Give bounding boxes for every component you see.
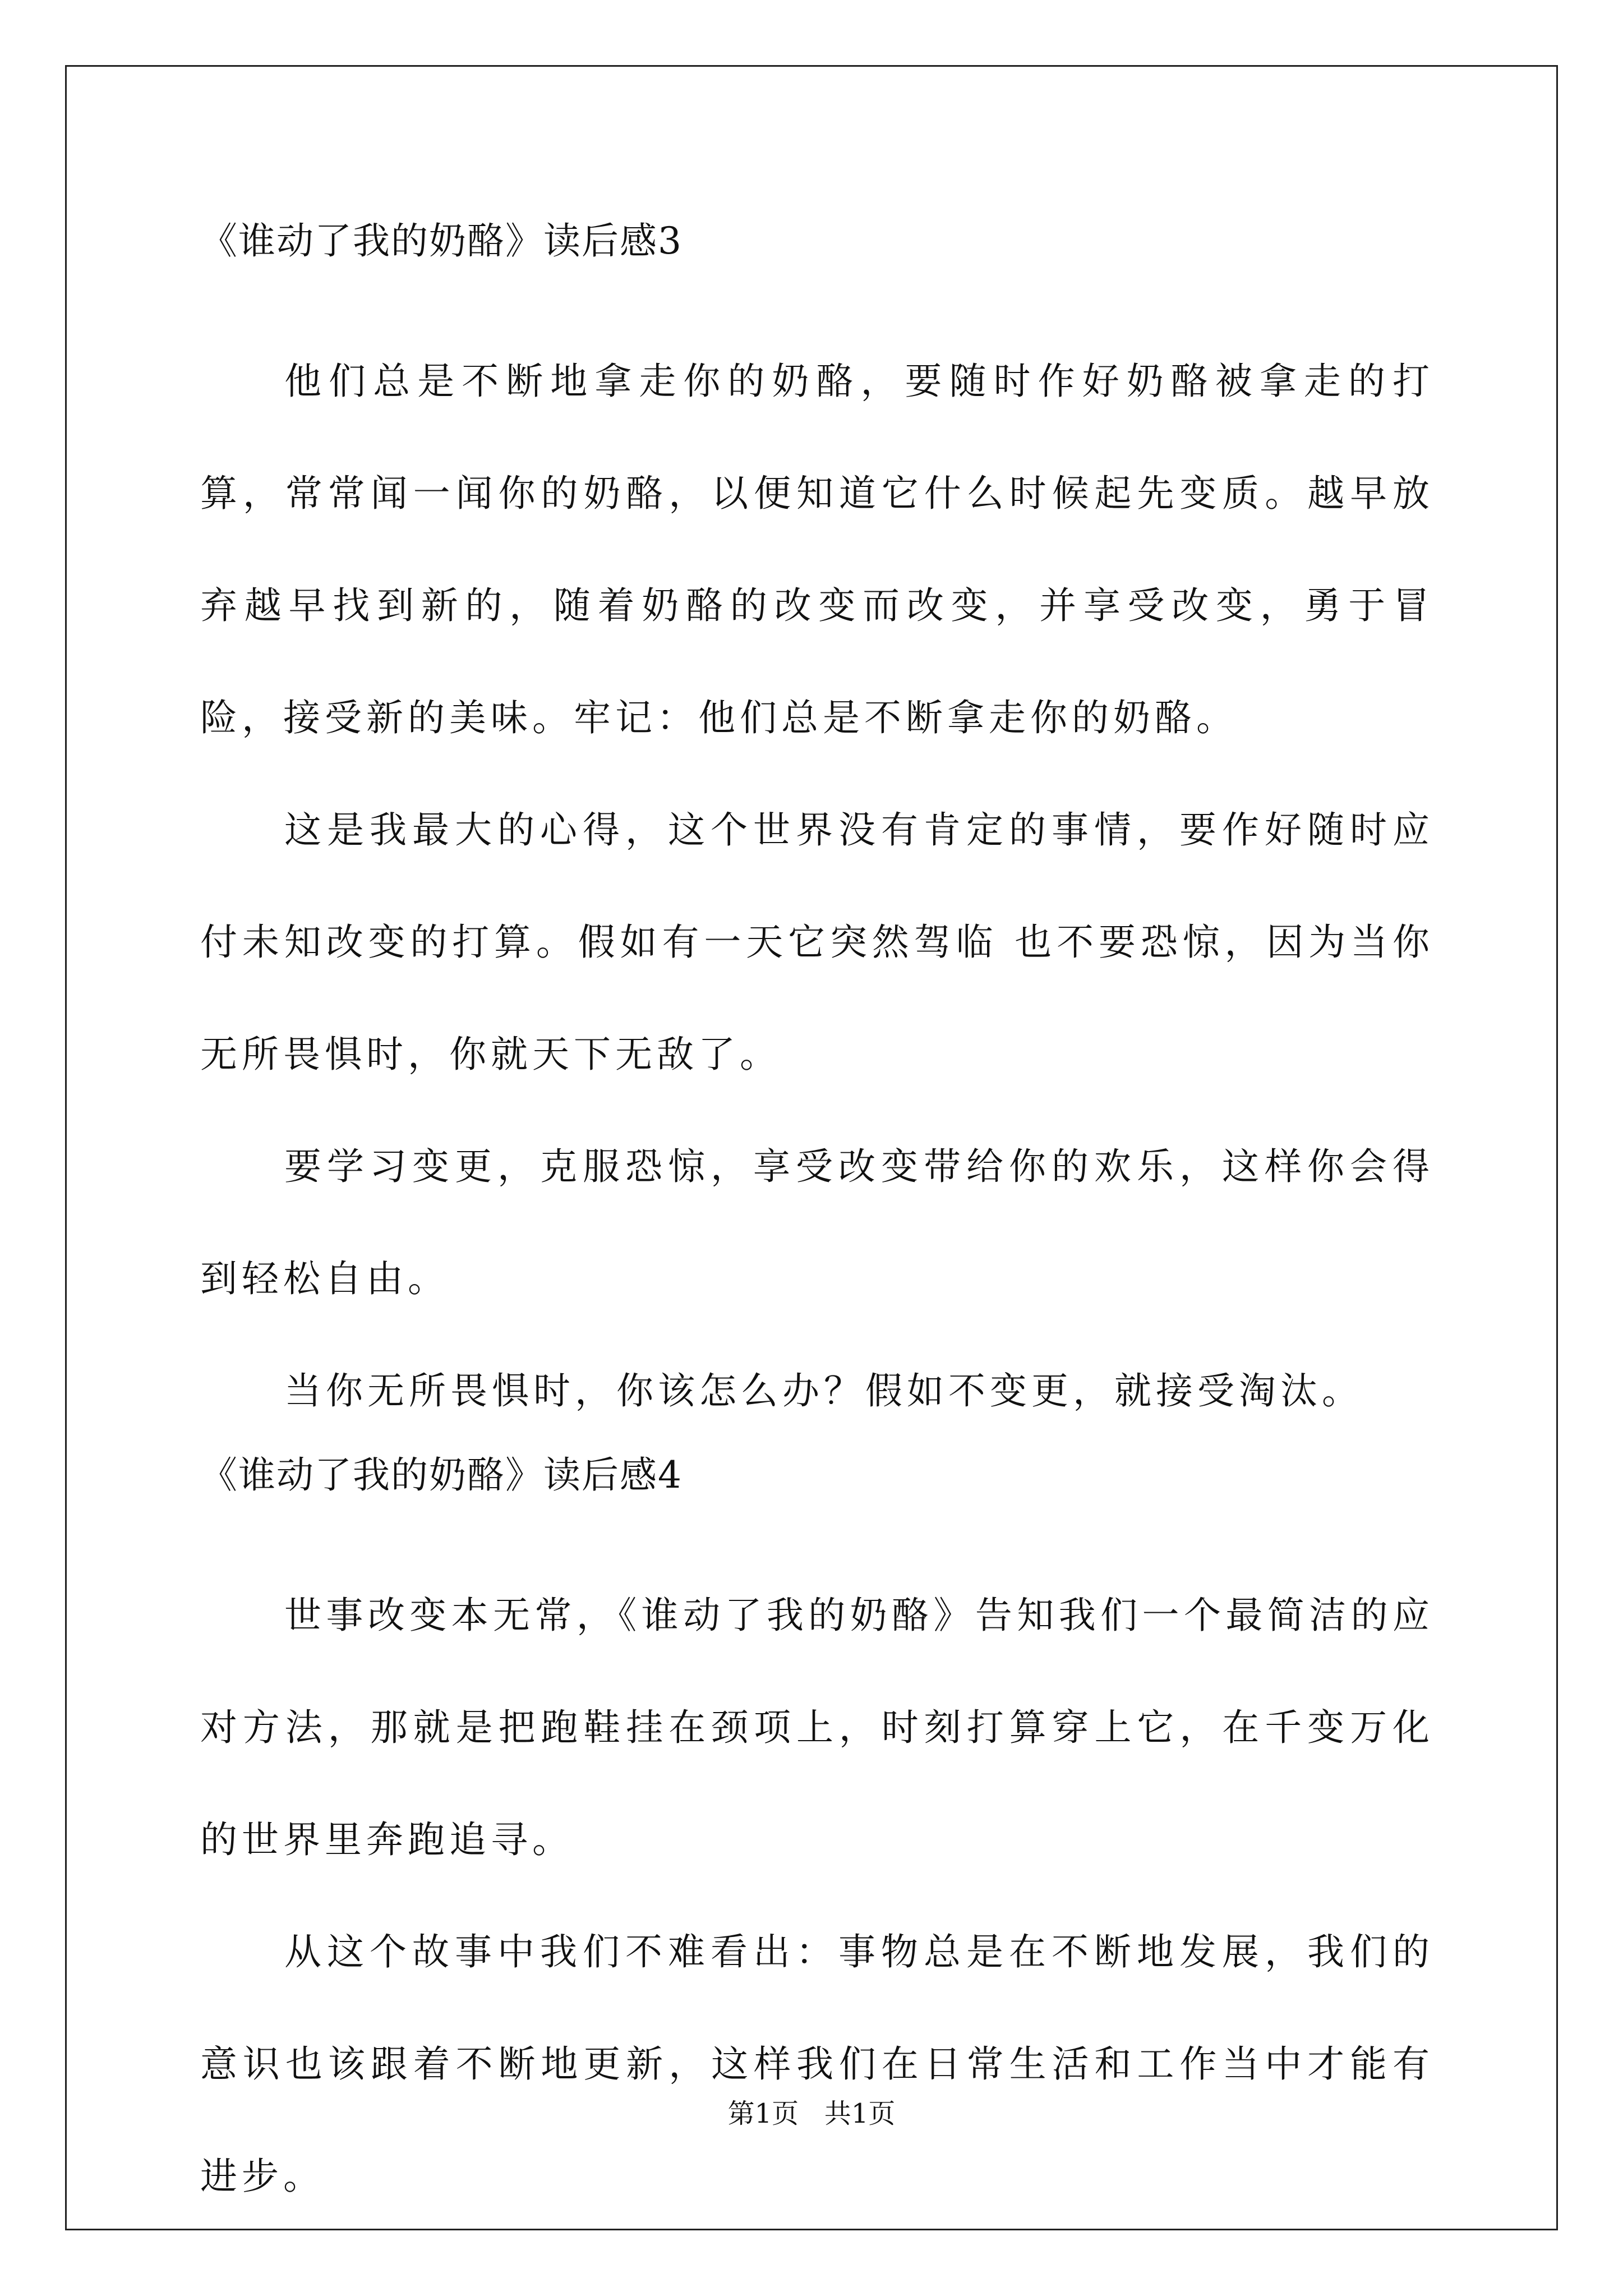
paragraph: 这是我最大的心得，这个世界没有肯定的事情，要作好随时应付未知改变的打算。假如有一天它突然驾临 也不要恐惊，因为当你无所畏惧时，你就天下无敌了。: [200, 808, 1434, 1076]
paragraph: 他们总是不断地拿走你的奶酪，要随时作好奶酪被拿走的打算，常常闻一闻你的奶酪，以便知道它什么时候起先变质。越早放弃越早找到新的，随着奶酪的改变而改变，并享受改变，勇于冒险，接受新的美味。牢记：他们总是不断拿走你的奶酪。: [200, 360, 1434, 739]
paragraph: 要学习变更，克服恐惊，享受改变带给你的欢乐，这样你会得到轻松自由。: [200, 1145, 1434, 1300]
page-number-footer: 第1页 共1页: [727, 2098, 896, 2129]
paragraph: 当你无所畏惧时，你该怎么办？假如不变更，就接受淘汰。: [284, 1369, 1363, 1412]
section-heading-3: 《谁动了我的奶酪》读后感3: [200, 219, 683, 263]
paragraph: 世事改变本无常，《谁动了我的奶酪》告知我们一个最简洁的应对方法，那就是把跑鞋挂在颈项上，时刻打算穿上它，在千变万化的世界里奔跑追寻。: [200, 1594, 1434, 1861]
paragraph: 从这个故事中我们不难看出：事物总是在不断地发展，我们的意识也该跟着不断地更新，这样我们在日常生活和工作当中才能有进步。: [200, 1930, 1434, 2198]
document-body: [200, 213, 1434, 2233]
section-heading-4: 《谁动了我的奶酪》读后感4: [200, 1453, 683, 1497]
